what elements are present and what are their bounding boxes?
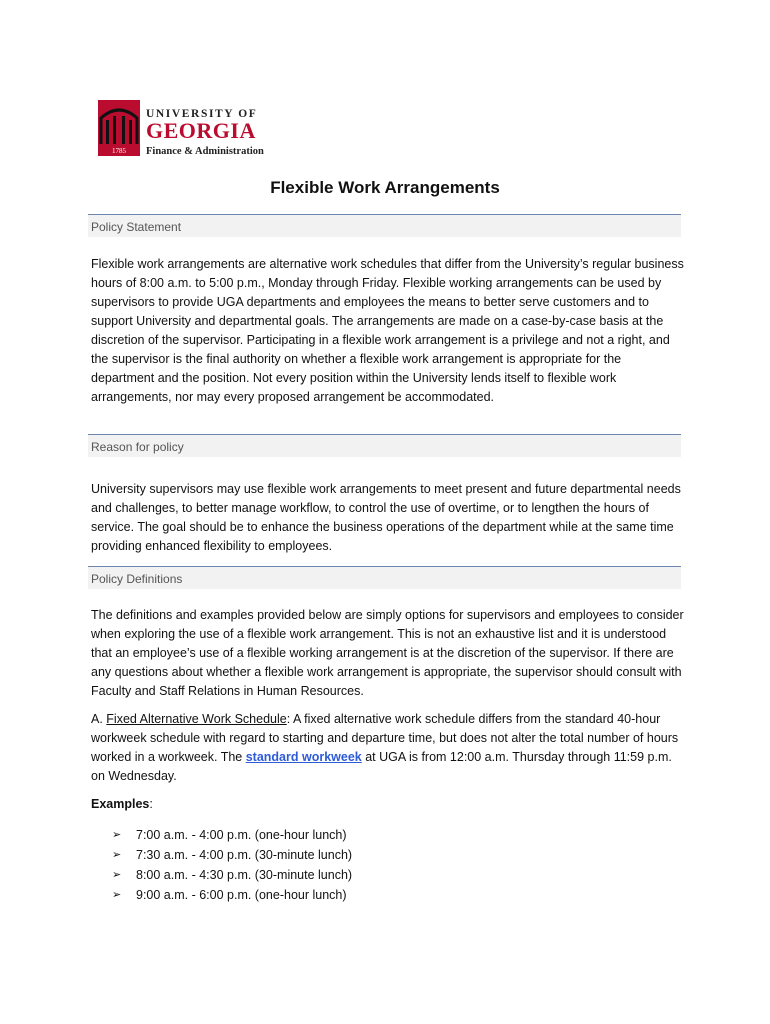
examples-label: Examples <box>91 797 150 811</box>
examples-heading <box>91 795 686 814</box>
list-item <box>112 825 352 845</box>
list-item <box>112 845 352 865</box>
list-prefix: A. <box>91 712 107 726</box>
fixed-schedule-term: Fixed Alternative Work Schedule <box>106 712 287 726</box>
definitions-paragraph: The definitions and examples provided below are simply options for supervisors and employees to consider when exploring the use of a flexible work arrangement. This is not an exhaustive list and it is understood that an employee’s use of a flexible working arrangement is at the discretion of the supervisor. If there are any questions about whether a flexible work arrangement is appropriate, the supervisor should consult with Faculty and Staff Relations in Human Resources. <box>91 608 684 698</box>
arrow-bullet-icon: ➢ <box>112 869 122 881</box>
arrow-bullet-icon: ➢ <box>112 849 122 861</box>
examples-list <box>112 825 352 905</box>
example-text: 8:00 a.m. - 4:30 p.m. (30-minute lunch) <box>136 868 353 882</box>
section-header-definitions <box>88 566 681 589</box>
example-text: 7:00 a.m. - 4:00 p.m. (one-hour lunch) <box>136 828 347 842</box>
examples-colon: : <box>149 797 153 811</box>
standard-workweek-link[interactable]: standard workweek <box>245 750 362 764</box>
section-header-policy-statement <box>88 214 681 237</box>
arrow-bullet-icon: ➢ <box>112 889 122 901</box>
example-text: 7:30 a.m. - 4:00 p.m. (30-minute lunch) <box>136 848 353 862</box>
reason-paragraph: University supervisors may use flexible work arrangements to meet present and future departmental needs and challenges, to better manage workflow, to control the use of overtime, or to lengthen the hours of service. The goal should be to enhance the business operations of the department while at the same time providing enhanced flexibility to employees. <box>91 482 681 553</box>
fixed-schedule-text-end: at UGA is from 12:00 a.m. Thursday through 11:59 p.m. on Wednesday. <box>91 750 672 783</box>
section-header-label: Reason for policy <box>91 440 184 454</box>
svg-text:1785: 1785 <box>112 147 126 155</box>
list-item <box>112 865 352 885</box>
logo-line-georgia: GEORGIA <box>146 118 256 143</box>
page-title: Flexible Work Arrangements <box>270 178 500 197</box>
section-header-label: Policy Statement <box>91 220 182 234</box>
example-text: 9:00 a.m. - 6:00 p.m. (one-hour lunch) <box>136 888 347 902</box>
list-item <box>112 885 352 905</box>
policy-statement-paragraph: Flexible work arrangements are alternative work schedules that differ from the University’s regular business hours of 8:00 a.m. to 5:00 p.m., Monday through Friday. Flexible working arrangements can be used by supervisors to provide UGA departments and employees the means to better serve customers and to support University and departmental goals. The arrangements are made on a case-by-case basis at the discretion of the supervisor. Participating in a flexible work arrangement is a privilege and not a right, and the supervisor is the final authority on whether a flexible work arrangement is appropriate for the department and the position. Not every position within the University lends itself to flexible work arrangements, nor may every proposed arrangement be accommodated. <box>91 257 684 404</box>
fixed-schedule-paragraph <box>91 710 686 786</box>
logo-line-finance: Finance & Administration <box>146 146 264 157</box>
arch-icon <box>98 100 140 160</box>
fixed-schedule-text: : A fixed alternative work schedule differs from the standard 40-hour workweek schedule with regard to starting and departure time, but does not alter the total number of hours worked in a workweek. The <box>91 712 679 764</box>
section-header-label: Policy Definitions <box>91 572 183 586</box>
section-header-reason <box>88 434 681 457</box>
logo-line-university: UNIVERSITY OF <box>146 108 258 120</box>
arrow-bullet-icon: ➢ <box>112 829 122 841</box>
uga-logo <box>98 100 298 160</box>
